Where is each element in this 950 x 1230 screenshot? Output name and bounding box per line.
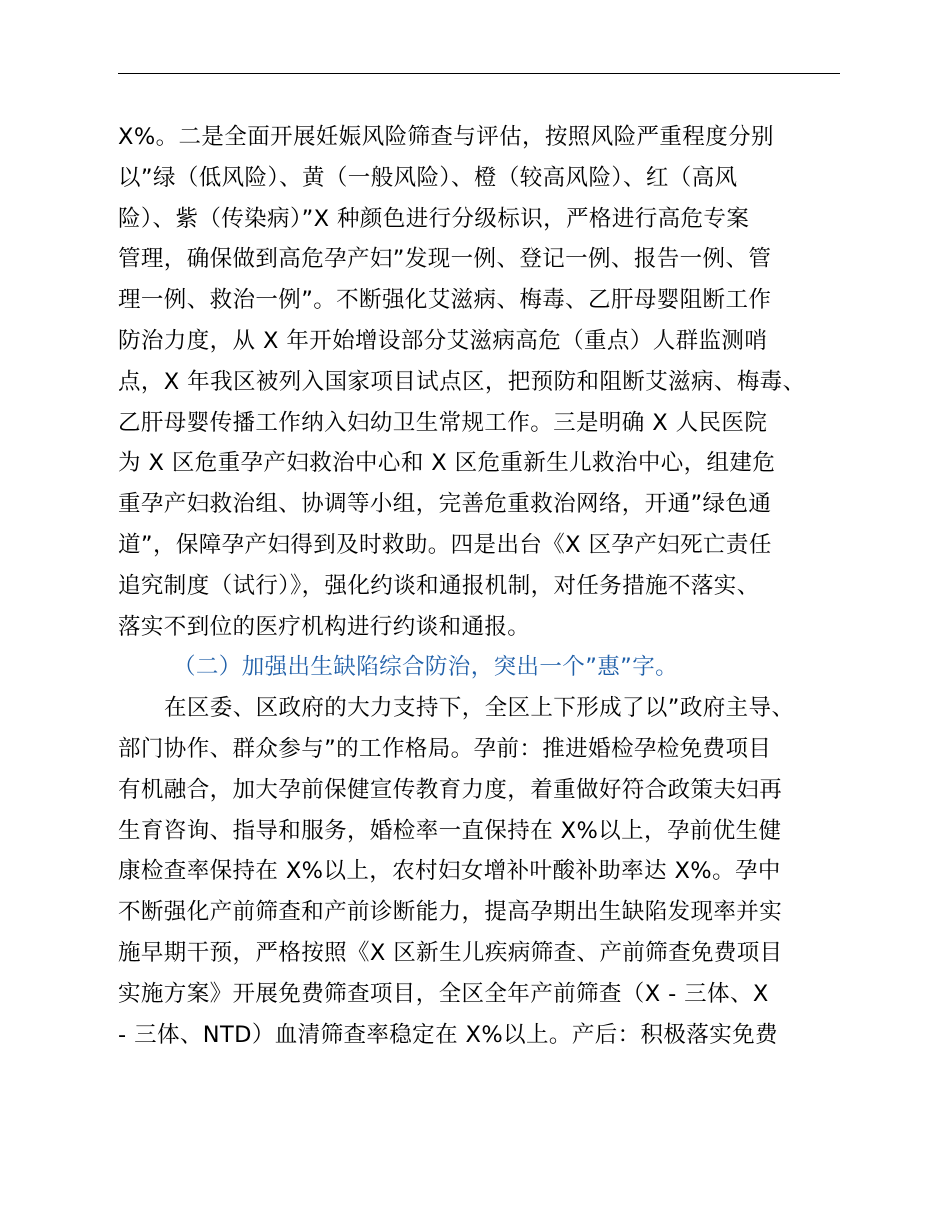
text-line: 在区委、区政府的大力支持下，全区上下形成了以”政府主导、: [164, 695, 795, 722]
text-line: 重孕产妇救治组、协调等小组，完善危重救治网络，开通”绿色通: [118, 491, 772, 518]
text-line: 落实不到位的医疗机构进行约谈和通报。: [118, 613, 531, 640]
header-rule: [118, 73, 840, 74]
text-line: 康检查率保持在 X%以上，农村妇女增补叶酸补助率达 X%。孕中: [118, 858, 781, 885]
text-line: 有机融合，加大孕前保健宣传教育力度，着重做好符合政策夫妇再: [118, 776, 783, 803]
text-line: X%。二是全面开展妊娠风险筛查与评估，按照风险严重程度分别: [118, 124, 774, 150]
text-line: 施早期干预，严格按照《X 区新生儿疾病筛查、产前筛查免费项目: [118, 939, 783, 966]
text-line: 生育咨询、指导和服务，婚检率一直保持在 X%以上，孕前优生健: [118, 817, 782, 844]
document-body: [118, 117, 858, 1055]
text-line: 追究制度（试行）》，强化约谈和通报机制，对任务措施不落实、: [118, 572, 760, 599]
text-line: 防治力度，从 X 年开始增设部分艾滋病高危（重点）人群监测哨: [118, 327, 768, 354]
text-line: 以”绿（低风险）、黄（一般风险）、橙（较高风险）、红（高风: [118, 164, 738, 191]
text-line: 部门协作、群众参与”的工作格局。孕前：推进婚检孕检免费项目: [118, 735, 772, 762]
text-line: 道”，保障孕产妇得到及时救助。四是出台《X 区孕产妇死亡责任: [118, 531, 772, 558]
text-line: 管理，确保做到高危孕产妇”发现一例、登记一例、报告一例、管: [118, 246, 772, 273]
text-line: 理一例、救治一例”。不断强化艾滋病、梅毒、乙肝母婴阻断工作: [118, 287, 772, 314]
text-line: 为 X 区危重孕产妇救治中心和 X 区危重新生儿救治中心，组建危: [118, 450, 776, 477]
text-line: 不断强化产前筛查和产前诊断能力，提高孕期出生缺陷发现率并实: [118, 899, 783, 926]
text-line: 险）、紫（传染病）”X 种颜色进行分级标识，严格进行高危专案: [118, 205, 750, 232]
text-line: 乙肝母婴传播工作纳入妇幼卫生常规工作。三是明确 X 人民医院: [118, 409, 768, 436]
text-line: 点，X 年我区被列入国家项目试点区，把预防和阻断艾滋病、梅毒、: [118, 368, 806, 395]
text-line: 实施方案》开展免费筛查项目，全区全年产前筛查（X - 三体、X: [118, 980, 769, 1007]
text-line: - 三体、NTD）血清筛查率稳定在 X%以上。产后：积极落实免费: [118, 1021, 778, 1048]
section-heading: （二）加强出生缺陷综合防治，突出一个”惠”字。: [173, 654, 679, 681]
